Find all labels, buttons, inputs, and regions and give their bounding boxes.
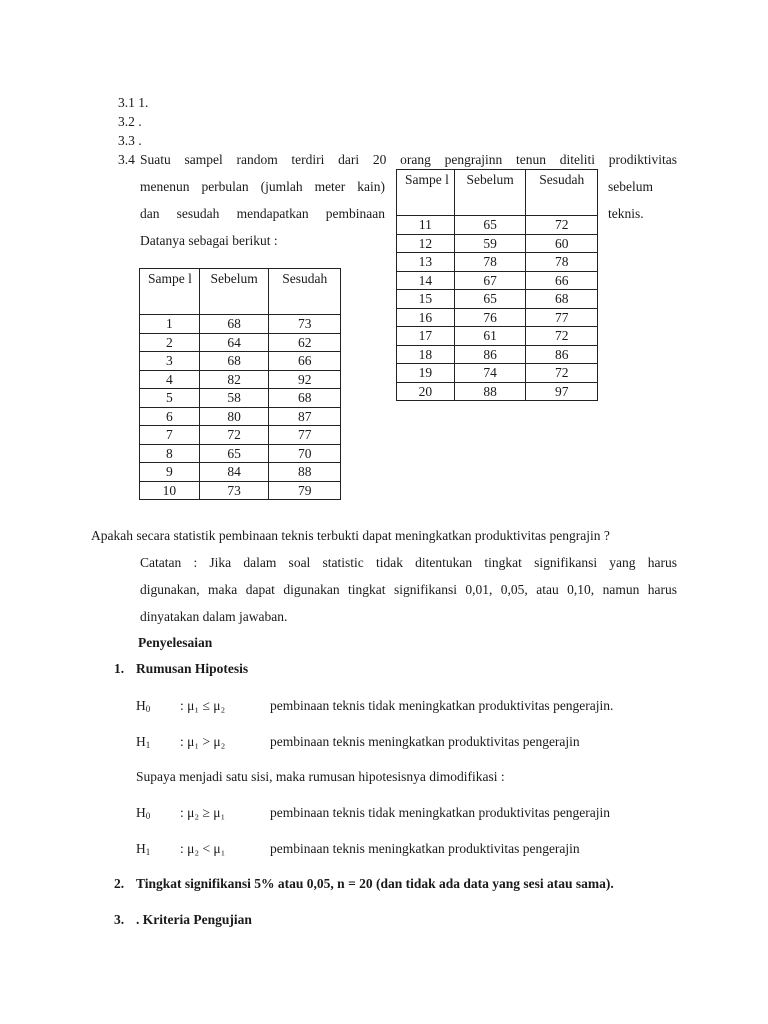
item-3-4-line1: Suatu sampel random terdiri dari 20 orang pengrajinn tenun diteliti prodiktivitas (140, 152, 677, 167)
after-cell: 77 (269, 426, 341, 445)
table-row (397, 327, 598, 346)
before-cell: 72 (199, 426, 269, 445)
h0-modified-label: $H_0$ (136, 805, 151, 821)
sample-cell: 15 (397, 290, 455, 309)
step-1-number: 1. (114, 661, 125, 676)
after-cell: 73 (269, 315, 341, 334)
before-cell: 86 (454, 345, 526, 364)
table-row (140, 481, 341, 500)
before-cell: 73 (199, 481, 269, 500)
after-cell: 60 (526, 234, 598, 253)
after-cell: 77 (526, 308, 598, 327)
step-2-text: Tingkat signifikansi 5% atau 0,05, n = 20 (dan tidak ada data yang sesi atau sama). (136, 876, 614, 891)
sample-cell: 12 (397, 234, 455, 253)
sample-cell: 9 (140, 463, 200, 482)
table-row (397, 364, 598, 383)
after-cell: 72 (526, 364, 598, 383)
sample-cell: 2 (140, 333, 200, 352)
modified-hypothesis-note: Supaya menjadi satu sisi, maka rumusan hipotesisnya dimodifikasi : (136, 769, 505, 784)
item-3-4-number: 3.4 (118, 152, 135, 167)
before-cell: 65 (454, 216, 526, 235)
table-row (140, 463, 341, 482)
table-row (140, 407, 341, 426)
h0-description: pembinaan teknis tidak meningkatkan produktivitas pengerajin. (270, 698, 614, 713)
sample-cell: 1 (140, 315, 200, 334)
table-row (397, 216, 598, 235)
sample-cell: 20 (397, 382, 455, 401)
solution-title: Penyelesaian (138, 635, 213, 650)
after-cell: 66 (526, 271, 598, 290)
after-cell: 86 (526, 345, 598, 364)
step-3-number: 3. (114, 912, 125, 927)
h0-modified-operator: : μ₂ ≥ μ₁ (180, 805, 226, 820)
data-table-samples-11-20 (396, 169, 598, 401)
h0-label: $H_0$ (136, 698, 151, 714)
table-header-before: Sebelum (454, 170, 526, 216)
table-row (397, 308, 598, 327)
sample-cell: 6 (140, 407, 200, 426)
sample-cell: 17 (397, 327, 455, 346)
note-line-1: Catatan : Jika dalam soal statistic tidak ditentukan tingkat signifikansi yang harus (140, 555, 677, 570)
table-row (140, 333, 341, 352)
table-row (140, 389, 341, 408)
after-cell: 72 (526, 327, 598, 346)
step-3-text: . Kriteria Pengujian (136, 912, 252, 927)
table-row (140, 444, 341, 463)
h1-label: $H_1$ (136, 734, 151, 750)
sample-cell: 16 (397, 308, 455, 327)
sample-cell: 19 (397, 364, 455, 383)
before-cell: 68 (199, 352, 269, 371)
item-3-3: 3.3 . (118, 133, 142, 148)
before-cell: 61 (454, 327, 526, 346)
sample-cell: 10 (140, 481, 200, 500)
sample-cell: 11 (397, 216, 455, 235)
table-row (397, 234, 598, 253)
step-1-title: Rumusan Hipotesis (136, 661, 249, 676)
sample-cell: 7 (140, 426, 200, 445)
before-cell: 84 (199, 463, 269, 482)
after-cell: 72 (526, 216, 598, 235)
table-header-sample: Sampe l (397, 170, 455, 216)
h0-modified-description: pembinaan teknis tidak meningkatkan produktivitas pengerajin (270, 805, 611, 820)
before-cell: 76 (454, 308, 526, 327)
table-header-after: Sesudah (526, 170, 598, 216)
item-3-4-line2-right: sebelum (608, 179, 653, 194)
sample-cell: 8 (140, 444, 200, 463)
item-3-4-line4: Datanya sebagai berikut : (140, 233, 278, 248)
h1-modified-operator: : μ₂ < μ₁ (180, 841, 226, 856)
before-cell: 68 (199, 315, 269, 334)
item-3-4-line3: dan sesudah mendapatkan pembinaan (140, 206, 385, 221)
item-3-4-line3-right: teknis. (608, 206, 644, 221)
before-cell: 67 (454, 271, 526, 290)
before-cell: 74 (454, 364, 526, 383)
table-header-after: Sesudah (269, 269, 341, 315)
after-cell: 70 (269, 444, 341, 463)
h1-description: pembinaan teknis meningkatkan produktivitas pengerajin (270, 734, 580, 749)
data-table-samples-1-10 (139, 268, 341, 500)
before-cell: 64 (199, 333, 269, 352)
after-cell: 78 (526, 253, 598, 272)
sample-cell: 4 (140, 370, 200, 389)
after-cell: 66 (269, 352, 341, 371)
before-cell: 88 (454, 382, 526, 401)
sample-cell: 3 (140, 352, 200, 371)
h1-operator: : μ₁ > μ₂ (180, 734, 226, 749)
table-header-before: Sebelum (199, 269, 269, 315)
after-cell: 97 (526, 382, 598, 401)
before-cell: 65 (454, 290, 526, 309)
sample-cell: 5 (140, 389, 200, 408)
table-row (397, 290, 598, 309)
after-cell: 92 (269, 370, 341, 389)
item-3-1: 3.1 1. (118, 95, 149, 110)
after-cell: 62 (269, 333, 341, 352)
before-cell: 82 (199, 370, 269, 389)
after-cell: 87 (269, 407, 341, 426)
table-header-sample: Sampe l (140, 269, 200, 315)
question-text: Apakah secara statistik pembinaan teknis terbukti dapat meningkatkan produktivitas pengrajin ? (91, 528, 610, 543)
before-cell: 58 (199, 389, 269, 408)
step-2-number: 2. (114, 876, 125, 891)
table-row (397, 253, 598, 272)
h1-modified-label: $H_1$ (136, 841, 151, 857)
h0-operator: : μ₁ ≤ μ₂ (180, 698, 226, 713)
table-row (397, 271, 598, 290)
before-cell: 65 (199, 444, 269, 463)
table-row (397, 345, 598, 364)
after-cell: 79 (269, 481, 341, 500)
before-cell: 78 (454, 253, 526, 272)
note-line-2: digunakan, maka dapat digunakan tingkat signifikansi 0,01, 0,05, atau 0,10, namun harus (140, 582, 677, 597)
table-row (140, 352, 341, 371)
h1-modified-description: pembinaan teknis meningkatkan produktivitas pengerajin (270, 841, 580, 856)
sample-cell: 14 (397, 271, 455, 290)
table-row (397, 382, 598, 401)
before-cell: 80 (199, 407, 269, 426)
after-cell: 68 (526, 290, 598, 309)
sample-cell: 18 (397, 345, 455, 364)
item-3-2: 3.2 . (118, 114, 142, 129)
table-row (140, 315, 341, 334)
table-row (140, 370, 341, 389)
after-cell: 88 (269, 463, 341, 482)
note-line-3: dinyatakan dalam jawaban. (140, 609, 288, 624)
item-3-4-line2: menenun perbulan (jumlah meter kain) (140, 179, 385, 194)
after-cell: 68 (269, 389, 341, 408)
table-row (140, 426, 341, 445)
sample-cell: 13 (397, 253, 455, 272)
before-cell: 59 (454, 234, 526, 253)
